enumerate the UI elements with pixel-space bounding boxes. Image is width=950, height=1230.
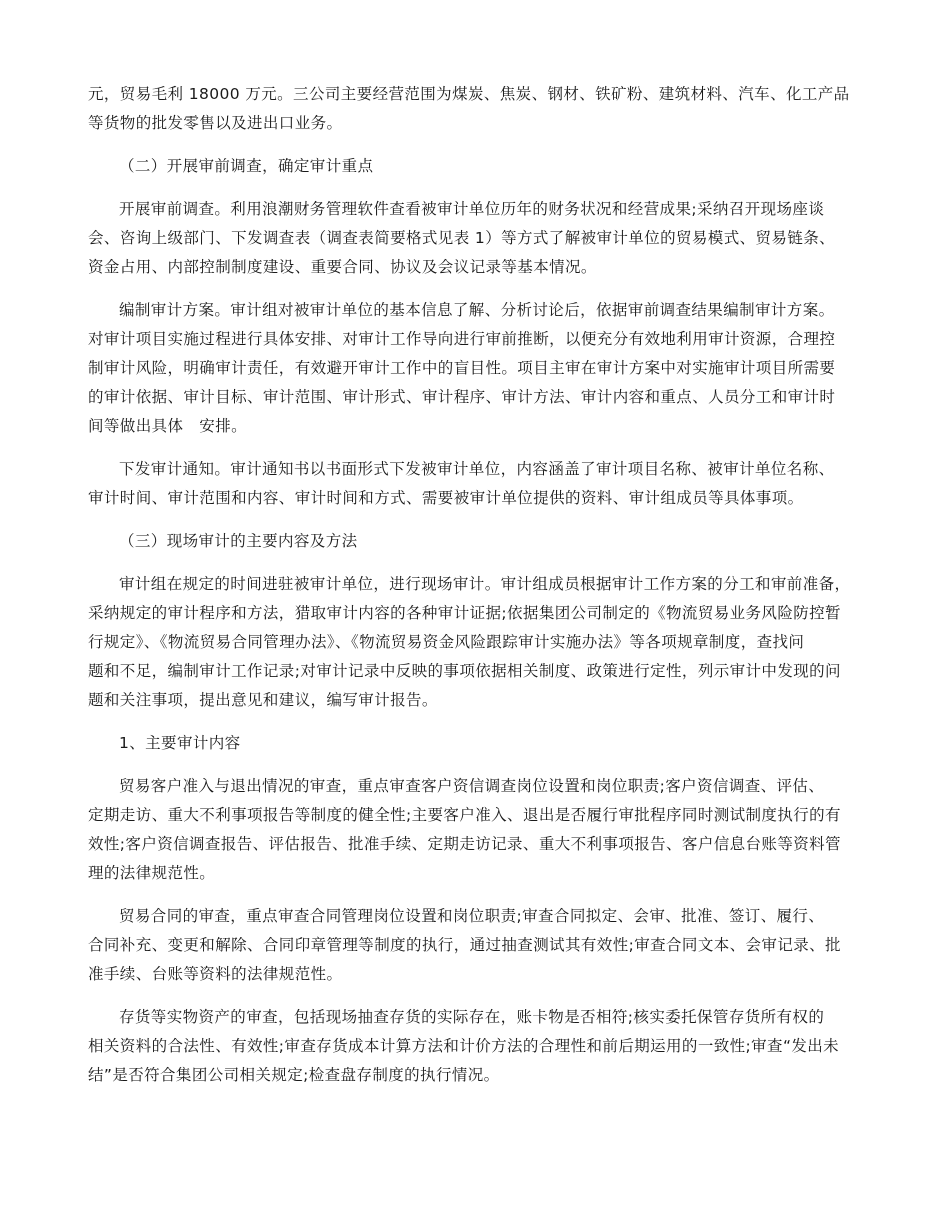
text-line: 对审计项目实施过程进行具体安排、对审计工作导向进行审前推断，以便充分有效地利用审计资源，合理控 xyxy=(88,330,836,348)
text-line: 审计组在规定的时间进驻被审计单位，进行现场审计。审计组成员根据审计工作方案的分工和审前准备， xyxy=(119,575,851,593)
text-line: 相关资料的合法性、有效性;审查存货成本计算方法和计价方法的合理性和前后期运用的一致性;审查“发出未 xyxy=(88,1037,840,1055)
text-line: 的审计依据、审计目标、审计范围、审计形式、审计程序、审计方法、审计内容和重点、人员分工和审计时 xyxy=(88,388,836,406)
paragraph-inventory xyxy=(88,1003,868,1090)
heading-text: （二）开展审前调查，确定审计重点 xyxy=(119,157,374,175)
section-3-heading xyxy=(88,527,868,556)
text-line: 制审计风险，明确审计责任，有效避开审计工作中的盲目性。项目主审在审计方案中对实施审计项目所需要 xyxy=(88,359,836,377)
text-line: 定期走访、重大不利事项报告等制度的健全性;主要客户准入、退出是否履行审批程序同时测试制度执行的有 xyxy=(88,806,841,824)
text-line: 元，贸易毛利 18000 万元。三公司主要经营范围为煤炭、焦炭、钢材、铁矿粉、建筑材料、汽车、化工产品 xyxy=(88,85,850,103)
text-line: 贸易客户准入与退出情况的审查，重点审查客户资信调查岗位设置和岗位职责;客户资信调查、评估、 xyxy=(119,777,825,795)
subsection-1-heading xyxy=(88,729,868,758)
text-line: 等货物的批发零售以及进出口业务。 xyxy=(88,114,343,132)
paragraph-onsite-audit xyxy=(88,570,868,715)
text-line: 理的法律规范性。 xyxy=(88,864,216,882)
paragraph-customer-access xyxy=(88,772,868,888)
text-line: 下发审计通知。审计通知书以书面形式下发被审计单位，内容涵盖了审计项目名称、被审计单位名称、 xyxy=(119,460,835,478)
text-line: 开展审前调查。利用浪潮财务管理软件查看被审计单位历年的财务状况和经营成果;采纳召开现场座谈 xyxy=(119,200,825,218)
text-line: 题和关注事项，提出意见和建议，编写审计报告。 xyxy=(88,691,438,709)
heading-text: 1、主要审计内容 xyxy=(119,734,241,752)
text-line: 编制审计方案。审计组对被审计单位的基本信息了解、分析讨论后，依据审前调查结果编制审计方案。 xyxy=(119,301,835,319)
paragraph-intro-continuation xyxy=(88,80,868,138)
document-body xyxy=(88,80,868,1090)
text-line: 题和不足，编制审计工作记录;对审计记录中反映的事项依据相关制度、政策进行定性，列示审计中发现的问 xyxy=(88,662,841,680)
paragraph-pre-audit-survey xyxy=(88,195,868,282)
paragraph-trade-contract xyxy=(88,902,868,989)
text-line: 结”是否符合集团公司相关规定;检查盘存制度的执行情况。 xyxy=(88,1066,500,1084)
text-line: 存货等实物资产的审查，包括现场抽查存货的实际存在，账卡物是否相符;核实委托保管存货所有权的 xyxy=(119,1008,825,1026)
text-line: 间等做出具体 安排。 xyxy=(88,417,248,435)
paragraph-audit-notice xyxy=(88,455,868,513)
text-line: 贸易合同的审查，重点审查合同管理岗位设置和岗位职责;审查合同拟定、会审、批准、签订、履行、 xyxy=(119,907,825,925)
text-line: 合同补充、变更和解除、合同印章管理等制度的执行，通过抽查测试其有效性;审查合同文本、会审记录、批 xyxy=(88,936,841,954)
text-line: 采纳规定的审计程序和方法，猎取审计内容的各种审计证据;依据集团公司制定的《物流贸易业务风险防控暂 xyxy=(88,604,841,622)
paragraph-audit-plan xyxy=(88,296,868,441)
text-line: 审计时间、审计范围和内容、审计时间和方式、需要被审计单位提供的资料、审计组成员等具体事项。 xyxy=(88,489,804,507)
heading-text: （三）现场审计的主要内容及方法 xyxy=(119,532,358,550)
section-2-heading xyxy=(88,152,868,181)
text-line: 会、咨询上级部门、下发调查表（调查表简要格式见表 1）等方式了解被审计单位的贸易模式、贸易链条、 xyxy=(88,229,835,247)
text-line: 效性;客户资信调查报告、评估报告、批准手续、定期走访记录、重大不利事项报告、客户信息台账等资料管 xyxy=(88,835,841,853)
text-line: 资金占用、内部控制制度建设、重要合同、协议及会议记录等基本情况。 xyxy=(88,258,597,276)
text-line: 准手续、台账等资料的法律规范性。 xyxy=(88,965,343,983)
text-line: 行规定》、《物流贸易合同管理办法》、《物流贸易资金风险跟踪审计实施办法》等各项规章制度，查找问 xyxy=(88,633,805,651)
